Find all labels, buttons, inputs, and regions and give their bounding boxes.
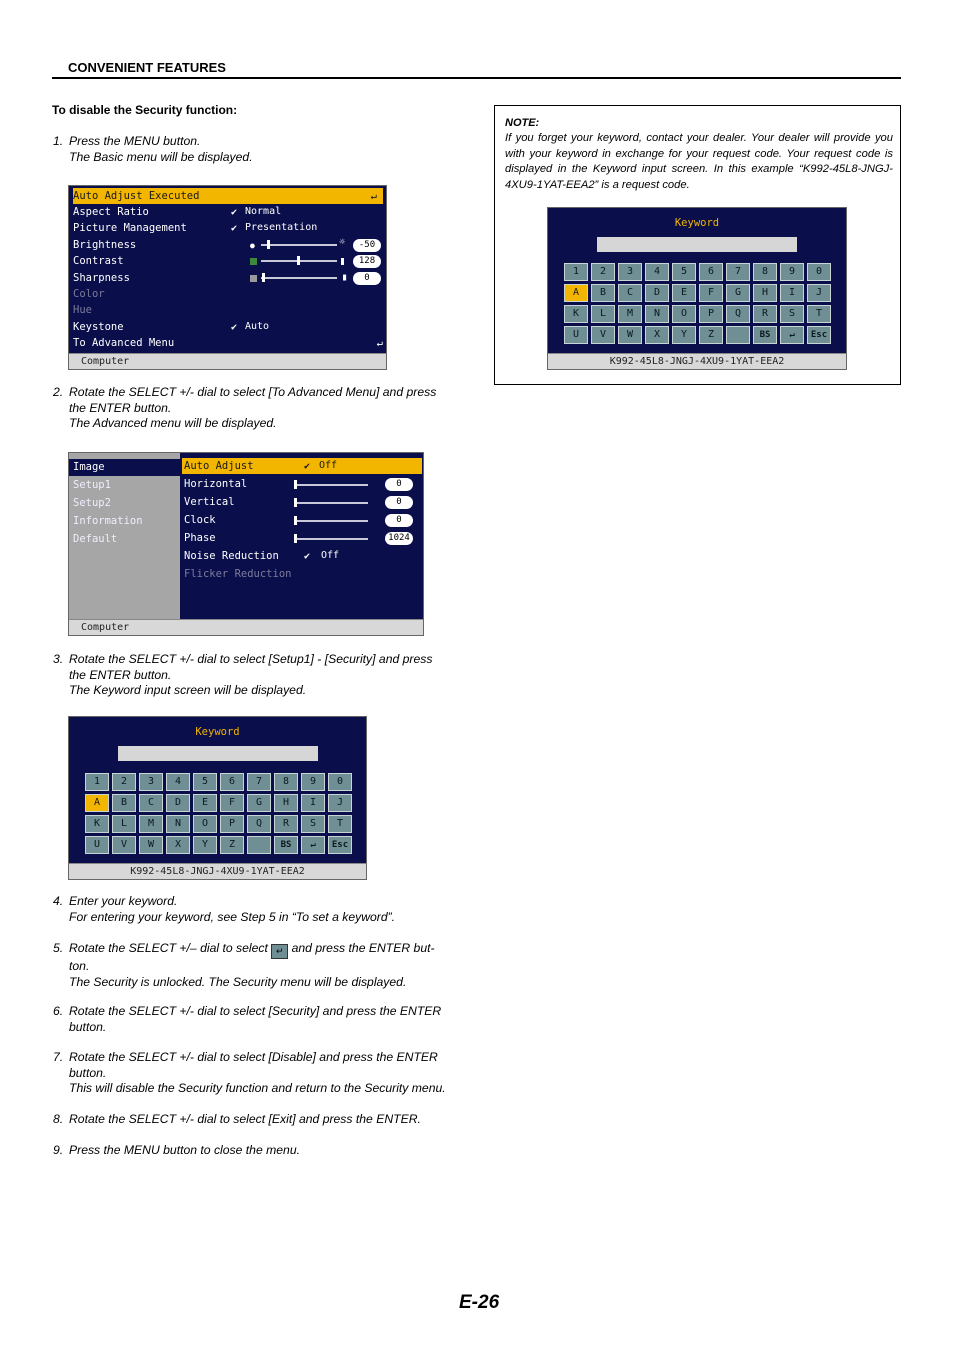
high-contrast-icon bbox=[341, 258, 344, 265]
key-c[interactable]: C bbox=[139, 794, 163, 812]
key-q[interactable]: Q bbox=[726, 305, 750, 323]
key-i[interactable]: I bbox=[301, 794, 325, 812]
key-0[interactable]: 0 bbox=[328, 773, 352, 791]
menu-row-color: Color bbox=[73, 288, 105, 300]
request-code-bar bbox=[69, 863, 366, 879]
step-number: 4. bbox=[53, 894, 64, 908]
key-c[interactable]: C bbox=[618, 284, 642, 302]
clock-value: 0 bbox=[385, 514, 413, 527]
step-6 bbox=[53, 1004, 481, 1035]
step-number: 2. bbox=[53, 385, 64, 399]
key-7[interactable]: 7 bbox=[247, 773, 271, 791]
menu-row-hue: Hue bbox=[73, 304, 92, 316]
key-d[interactable]: D bbox=[645, 284, 669, 302]
key-y[interactable]: Y bbox=[672, 326, 696, 344]
key-p[interactable]: P bbox=[699, 305, 723, 323]
key-u[interactable]: U bbox=[564, 326, 588, 344]
step-text: ton. bbox=[69, 959, 90, 973]
key-w[interactable]: W bbox=[618, 326, 642, 344]
key-bs[interactable]: BS bbox=[274, 836, 298, 854]
key-7[interactable]: 7 bbox=[726, 263, 750, 281]
key-y[interactable]: Y bbox=[193, 836, 217, 854]
key-g[interactable]: G bbox=[247, 794, 271, 812]
key-d[interactable]: D bbox=[166, 794, 190, 812]
key-1[interactable]: 1 bbox=[85, 773, 109, 791]
basic-menu-screen bbox=[68, 185, 387, 370]
step-9 bbox=[53, 1143, 481, 1159]
step-text: The Advanced menu will be displayed. bbox=[69, 416, 277, 430]
key-u[interactable]: U bbox=[85, 836, 109, 854]
vertical-value: 0 bbox=[385, 496, 413, 509]
key-b[interactable]: B bbox=[591, 284, 615, 302]
key-8[interactable]: 8 bbox=[753, 263, 777, 281]
menu-row-aspect-ratio[interactable]: Aspect Ratio bbox=[73, 206, 149, 218]
key-t[interactable]: T bbox=[328, 815, 352, 833]
step-number: 9. bbox=[53, 1143, 64, 1157]
menu-row-sharpness[interactable]: Sharpness bbox=[73, 272, 130, 284]
horizontal-slider-track[interactable] bbox=[294, 484, 368, 486]
vertical-slider-knob[interactable] bbox=[294, 498, 297, 507]
key-k[interactable]: K bbox=[85, 815, 109, 833]
keyword-title: Keyword bbox=[195, 726, 240, 738]
step-text: the ENTER button. bbox=[69, 400, 172, 415]
step-text: Enter your keyword. bbox=[69, 894, 178, 908]
request-code-bar bbox=[548, 353, 846, 369]
input-source: Computer bbox=[81, 622, 130, 633]
note-box bbox=[494, 105, 901, 385]
key-s[interactable]: S bbox=[301, 815, 325, 833]
step-number: 3. bbox=[53, 652, 64, 666]
key-x[interactable]: X bbox=[166, 836, 190, 854]
key-z[interactable]: Z bbox=[699, 326, 723, 344]
key-m[interactable]: M bbox=[618, 305, 642, 323]
brightness-slider-knob[interactable] bbox=[267, 240, 270, 249]
clock-slider-track[interactable] bbox=[294, 520, 368, 522]
step-text: Rotate the SELECT +/- dial to select [Security] and press the ENTER bbox=[69, 1004, 442, 1018]
key-s[interactable]: S bbox=[780, 305, 804, 323]
menu-row-auto-adjust[interactable]: Auto Adjust bbox=[182, 458, 422, 474]
step-8 bbox=[53, 1112, 481, 1128]
key-v[interactable]: V bbox=[112, 836, 136, 854]
menu-row-keystone[interactable]: Keystone bbox=[73, 321, 124, 333]
note-body: If you forget your keyword, contact your dealer. Your dealer will provide you with your keyword in exchange for your request code. Your request code is displayed in the Keyword input screen. In this example “K992-45L8-JNGJ-4XU9-1YAT-EEA2” is a request code. bbox=[505, 132, 893, 191]
enter-icon: ↵ bbox=[376, 337, 383, 349]
step-4 bbox=[53, 894, 481, 925]
step-1 bbox=[53, 134, 481, 165]
procedure-heading: To disable the Security function: bbox=[52, 103, 238, 117]
key-j[interactable]: J bbox=[328, 794, 352, 812]
step-2 bbox=[53, 385, 481, 432]
step-text: button. bbox=[69, 1065, 107, 1080]
menu-row-clock[interactable]: Clock bbox=[184, 514, 216, 526]
sidebar-item-setup2[interactable]: Setup2 bbox=[73, 497, 111, 509]
key-5[interactable]: 5 bbox=[672, 263, 696, 281]
enter-key-icon: ↵ bbox=[271, 944, 288, 959]
key-e[interactable]: E bbox=[193, 794, 217, 812]
key-q[interactable]: Q bbox=[247, 815, 271, 833]
input-source-bar bbox=[69, 619, 423, 635]
brightness-value: -50 bbox=[353, 239, 381, 252]
key-a[interactable]: A bbox=[85, 794, 109, 812]
note-title: NOTE: bbox=[505, 117, 540, 129]
low-contrast-icon bbox=[250, 258, 257, 265]
step-text: Press the MENU button to close the menu. bbox=[69, 1143, 300, 1157]
step-number: 5. bbox=[53, 941, 64, 955]
key-space[interactable] bbox=[247, 836, 271, 854]
key-p[interactable]: P bbox=[220, 815, 244, 833]
sharpness-slider-track[interactable] bbox=[261, 277, 337, 279]
menu-row-flicker-reduction: Flicker Reduction bbox=[184, 568, 292, 580]
step-text: Rotate the SELECT +/- dial to select [Disable] and press the ENTER bbox=[69, 1050, 438, 1064]
phase-slider-knob[interactable] bbox=[294, 534, 297, 543]
key-5[interactable]: 5 bbox=[193, 773, 217, 791]
input-source-bar bbox=[69, 353, 386, 369]
key-f[interactable]: F bbox=[220, 794, 244, 812]
clock-slider-knob[interactable] bbox=[294, 516, 297, 525]
brightness-slider-track[interactable] bbox=[261, 244, 337, 246]
menu-row-to-advanced[interactable]: To Advanced Menu ↵ bbox=[73, 337, 383, 349]
check-icon: ✔ bbox=[231, 322, 238, 333]
keystone-value: Auto bbox=[245, 321, 270, 332]
step-number: 1. bbox=[53, 134, 64, 148]
check-icon: ✔ bbox=[304, 551, 311, 562]
key-o[interactable]: O bbox=[672, 305, 696, 323]
sidebar-item-default[interactable]: Default bbox=[73, 533, 118, 545]
key-4[interactable]: 4 bbox=[645, 263, 669, 281]
step-text: Rotate the SELECT +/- dial to select [To Advanced Menu] and press bbox=[69, 385, 437, 399]
enter-icon: ↵ bbox=[370, 190, 377, 202]
key-enter[interactable]: ↵ bbox=[780, 326, 804, 344]
key-6[interactable]: 6 bbox=[699, 263, 723, 281]
menu-row-contrast[interactable]: Contrast bbox=[73, 255, 124, 267]
step-number: 8. bbox=[53, 1112, 64, 1126]
step-text: Rotate the SELECT +/- dial to select [Exit] and press the ENTER. bbox=[69, 1112, 421, 1126]
menu-row-phase[interactable]: Phase bbox=[184, 532, 216, 544]
vertical-slider-track[interactable] bbox=[294, 502, 368, 504]
key-v[interactable]: V bbox=[591, 326, 615, 344]
key-j[interactable]: J bbox=[807, 284, 831, 302]
sharpness-value: 0 bbox=[353, 272, 381, 285]
key-l[interactable]: L bbox=[591, 305, 615, 323]
phase-value: 1024 bbox=[385, 532, 413, 545]
header-rule bbox=[52, 77, 901, 79]
key-r[interactable]: R bbox=[753, 305, 777, 323]
sharpness-slider-knob[interactable] bbox=[262, 273, 265, 282]
aspect-ratio-value: Normal bbox=[245, 206, 282, 217]
key-2[interactable]: 2 bbox=[112, 773, 136, 791]
advanced-menu-screen bbox=[68, 452, 424, 636]
key-bs[interactable]: BS bbox=[753, 326, 777, 344]
key-6[interactable]: 6 bbox=[220, 773, 244, 791]
key-n[interactable]: N bbox=[166, 815, 190, 833]
sidebar-item-setup1[interactable]: Setup1 bbox=[73, 479, 111, 491]
input-source: Computer bbox=[81, 356, 130, 367]
keyword-input-screen bbox=[68, 716, 367, 880]
key-9[interactable]: 9 bbox=[301, 773, 325, 791]
key-n[interactable]: N bbox=[645, 305, 669, 323]
step-text: For entering your keyword, see Step 5 in “To set a keyword”. bbox=[69, 909, 396, 924]
step-3 bbox=[53, 652, 481, 699]
step-text: the ENTER button. bbox=[69, 667, 172, 682]
request-code: K992-45L8-JNGJ-4XU9-1YAT-EEA2 bbox=[609, 356, 785, 367]
key-i[interactable]: I bbox=[780, 284, 804, 302]
keyword-field[interactable] bbox=[118, 746, 318, 761]
menu-row-horizontal[interactable]: Horizontal bbox=[184, 478, 248, 490]
key-1[interactable]: 1 bbox=[564, 263, 588, 281]
key-b[interactable]: B bbox=[112, 794, 136, 812]
menu-row-brightness[interactable]: Brightness bbox=[73, 239, 137, 251]
check-icon: ✔ bbox=[231, 207, 238, 218]
step-text: The Keyword input screen will be displayed. bbox=[69, 683, 307, 697]
step-text: and press the ENTER but- bbox=[291, 941, 435, 955]
menu-row-vertical[interactable]: Vertical bbox=[184, 496, 235, 508]
key-t[interactable]: T bbox=[807, 305, 831, 323]
key-2[interactable]: 2 bbox=[591, 263, 615, 281]
keyword-input-screen-note bbox=[547, 207, 847, 370]
horizontal-slider-knob[interactable] bbox=[294, 480, 297, 489]
keyword-field[interactable] bbox=[597, 237, 797, 252]
key-w[interactable]: W bbox=[139, 836, 163, 854]
key-k[interactable]: K bbox=[564, 305, 588, 323]
step-text: The Basic menu will be displayed. bbox=[69, 149, 253, 164]
keyboard-grid bbox=[564, 263, 831, 344]
section-title: CONVENIENT FEATURES bbox=[68, 60, 226, 75]
key-z[interactable]: Z bbox=[220, 836, 244, 854]
contrast-slider-knob[interactable] bbox=[297, 256, 300, 265]
key-f[interactable]: F bbox=[699, 284, 723, 302]
soft-icon bbox=[250, 275, 257, 282]
key-space[interactable] bbox=[726, 326, 750, 344]
sidebar-item-information[interactable]: Information bbox=[73, 515, 143, 527]
key-4[interactable]: 4 bbox=[166, 773, 190, 791]
step-text: button. bbox=[69, 1019, 107, 1034]
noise-reduction-value: Off bbox=[321, 550, 340, 561]
request-code: K992-45L8-JNGJ-4XU9-1YAT-EEA2 bbox=[130, 866, 305, 877]
horizontal-value: 0 bbox=[385, 478, 413, 491]
key-esc[interactable]: Esc bbox=[807, 326, 831, 344]
key-9[interactable]: 9 bbox=[780, 263, 804, 281]
menu-row-picture-management[interactable]: Picture Management bbox=[73, 222, 187, 234]
key-3[interactable]: 3 bbox=[618, 263, 642, 281]
page-number: E-26 bbox=[459, 1292, 500, 1313]
auto-adjust-value: Off bbox=[319, 460, 338, 471]
key-g[interactable]: G bbox=[726, 284, 750, 302]
sharp-icon: ▗ bbox=[340, 270, 347, 281]
key-x[interactable]: X bbox=[645, 326, 669, 344]
key-l[interactable]: L bbox=[112, 815, 136, 833]
key-h[interactable]: H bbox=[753, 284, 777, 302]
key-8[interactable]: 8 bbox=[274, 773, 298, 791]
key-a[interactable]: A bbox=[564, 284, 588, 302]
step-7 bbox=[53, 1050, 481, 1097]
check-icon: ✔ bbox=[304, 461, 311, 472]
keyword-title: Keyword bbox=[674, 217, 720, 229]
key-r[interactable]: R bbox=[274, 815, 298, 833]
step-number: 7. bbox=[53, 1050, 64, 1064]
step-text: Press the MENU button. bbox=[69, 134, 201, 148]
phase-slider-track[interactable] bbox=[294, 538, 368, 540]
step-text: Rotate the SELECT +/- dial to select [Setup1] - [Security] and press bbox=[69, 652, 433, 666]
key-h[interactable]: H bbox=[274, 794, 298, 812]
contrast-value: 128 bbox=[353, 255, 381, 268]
menu-row-noise-reduction[interactable]: Noise Reduction bbox=[184, 550, 279, 562]
key-enter[interactable]: ↵ bbox=[301, 836, 325, 854]
step-text: The Security is unlocked. The Security menu will be displayed. bbox=[69, 974, 407, 989]
step-text: This will disable the Security function and return to the Security menu. bbox=[69, 1081, 446, 1095]
menu-row-auto-adjust[interactable]: Auto Adjust Executed ↵ bbox=[73, 188, 383, 204]
key-0[interactable]: 0 bbox=[807, 263, 831, 281]
key-esc[interactable]: Esc bbox=[328, 836, 352, 854]
key-3[interactable]: 3 bbox=[139, 773, 163, 791]
key-m[interactable]: M bbox=[139, 815, 163, 833]
bright-bulb-icon: ☼ bbox=[339, 237, 346, 248]
step-5 bbox=[53, 941, 481, 990]
keyboard-grid bbox=[85, 773, 352, 854]
check-icon: ✔ bbox=[231, 223, 238, 234]
key-e[interactable]: E bbox=[672, 284, 696, 302]
step-text: Rotate the SELECT +/– dial to select bbox=[69, 941, 268, 955]
dim-bulb-icon: ● bbox=[250, 241, 255, 250]
picture-management-value: Presentation bbox=[245, 222, 318, 233]
step-number: 6. bbox=[53, 1004, 64, 1018]
key-o[interactable]: O bbox=[193, 815, 217, 833]
sidebar-item-image[interactable]: Image bbox=[73, 461, 105, 473]
